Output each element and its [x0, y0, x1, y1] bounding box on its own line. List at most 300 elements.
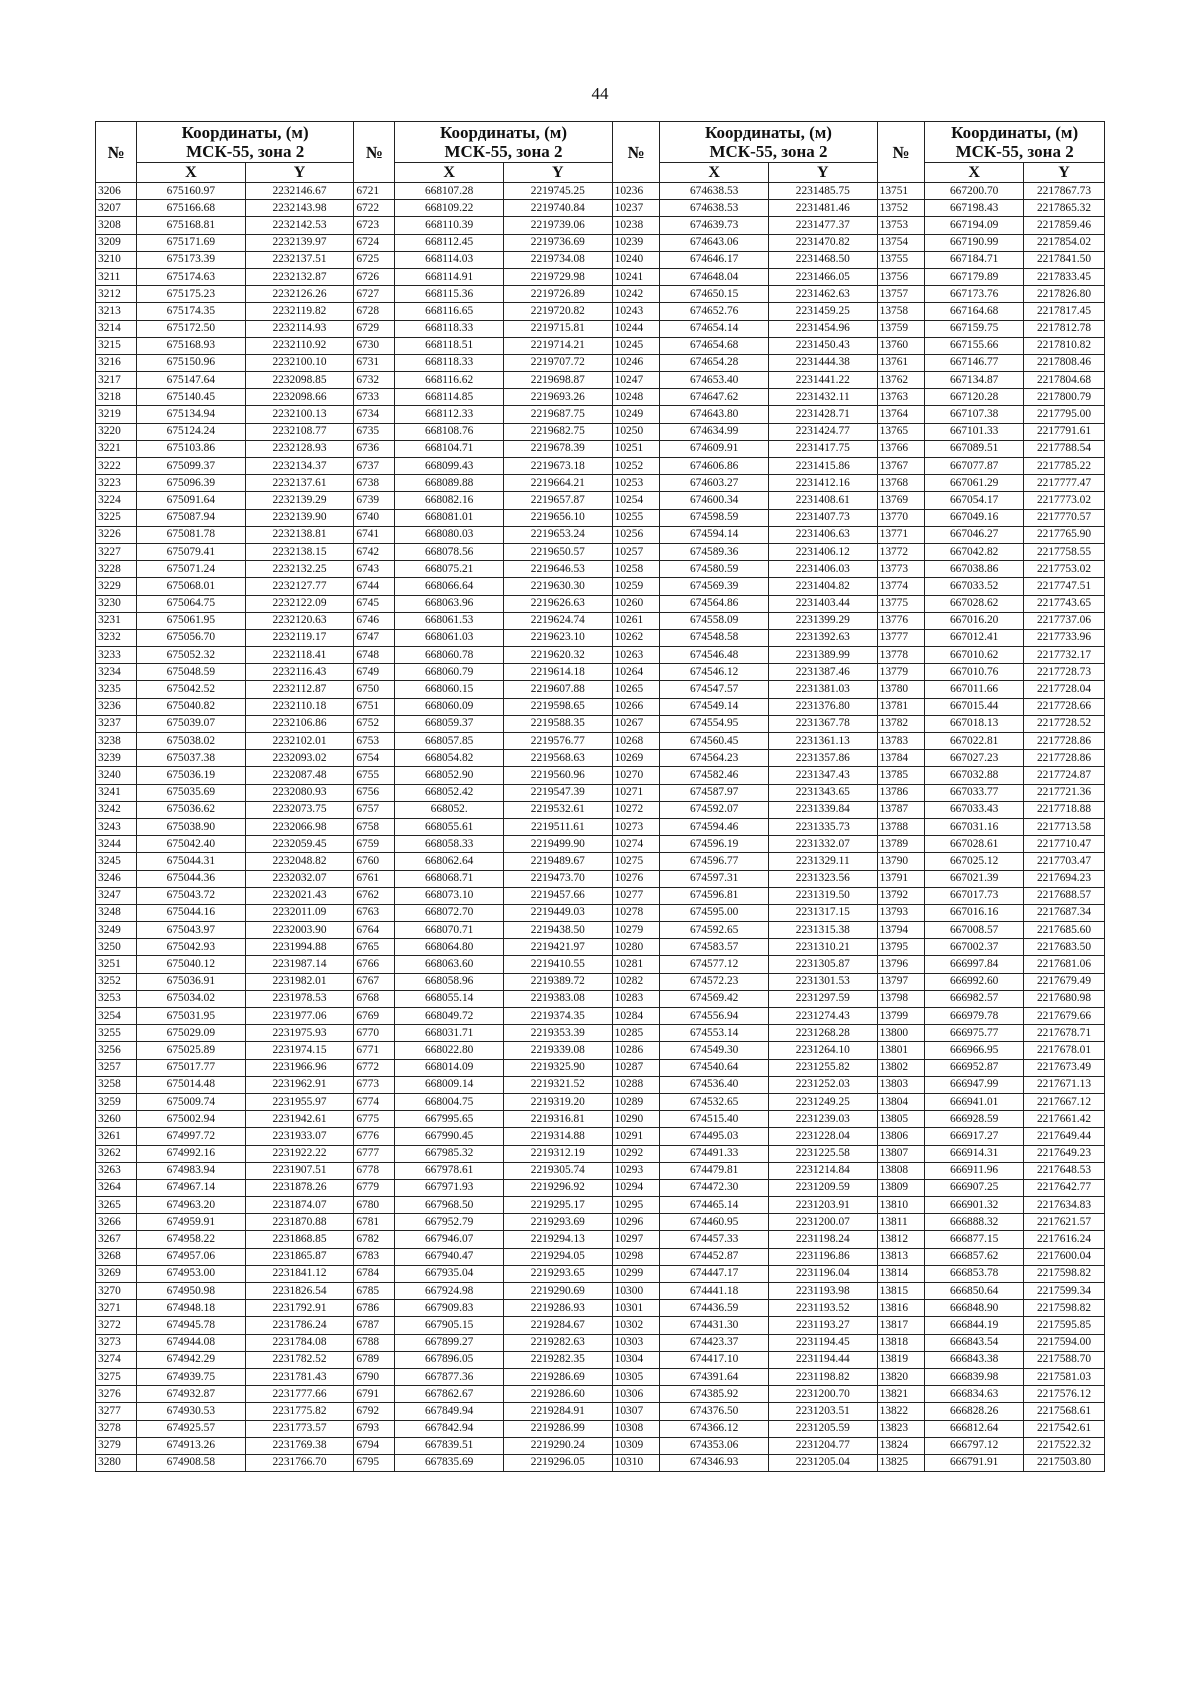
y-coordinate: 2232127.77 [245, 578, 354, 595]
table-row [96, 303, 1105, 320]
point-number: 6783 [354, 1248, 395, 1265]
x-coordinate: 667905.15 [395, 1317, 504, 1334]
table-row [96, 1265, 1105, 1282]
point-number: 3244 [96, 836, 137, 853]
point-number: 3233 [96, 647, 137, 664]
point-number: 6787 [354, 1317, 395, 1334]
table-row [96, 1317, 1105, 1334]
point-number: 13810 [877, 1197, 925, 1214]
y-coordinate: 2231955.97 [245, 1093, 354, 1110]
point-number: 10307 [612, 1403, 660, 1420]
x-coordinate: 675035.69 [137, 784, 246, 801]
x-coordinate: 674948.18 [137, 1300, 246, 1317]
x-coordinate: 674596.81 [660, 887, 769, 904]
y-coordinate: 2217683.50 [1023, 939, 1104, 956]
x-coordinate: 666812.64 [925, 1420, 1024, 1437]
y-coordinate: 2217770.57 [1023, 509, 1104, 526]
table-row [96, 904, 1105, 921]
point-number: 10273 [612, 818, 660, 835]
x-coordinate: 674554.95 [660, 715, 769, 732]
point-number: 3256 [96, 1042, 137, 1059]
y-coordinate: 2231264.10 [768, 1042, 877, 1059]
y-coordinate: 2219290.69 [504, 1283, 613, 1300]
point-number: 10239 [612, 234, 660, 251]
x-coordinate: 666992.60 [925, 973, 1024, 990]
y-coordinate: 2219457.66 [504, 887, 613, 904]
point-number: 6761 [354, 870, 395, 887]
x-coordinate: 668078.56 [395, 543, 504, 560]
table-row [96, 492, 1105, 509]
y-coordinate: 2231432.11 [768, 389, 877, 406]
table-row [96, 733, 1105, 750]
y-coordinate: 2217588.70 [1023, 1351, 1104, 1368]
x-coordinate: 667924.98 [395, 1283, 504, 1300]
x-coordinate: 674465.14 [660, 1197, 769, 1214]
x-coordinate: 668073.10 [395, 887, 504, 904]
x-coordinate: 674913.26 [137, 1437, 246, 1454]
y-coordinate: 2217810.82 [1023, 337, 1104, 354]
x-coordinate: 666911.96 [925, 1162, 1024, 1179]
y-coordinate: 2217568.61 [1023, 1403, 1104, 1420]
y-coordinate: 2231268.28 [768, 1025, 877, 1042]
point-number: 13787 [877, 801, 925, 818]
table-row [96, 268, 1105, 285]
table-row [96, 1145, 1105, 1162]
x-coordinate: 674997.72 [137, 1128, 246, 1145]
x-coordinate: 674423.37 [660, 1334, 769, 1351]
x-coordinate: 667016.20 [925, 612, 1024, 629]
x-coordinate: 675031.95 [137, 1008, 246, 1025]
point-number: 3246 [96, 870, 137, 887]
table-row [96, 1162, 1105, 1179]
y-coordinate: 2219293.69 [504, 1214, 613, 1231]
point-number: 10241 [612, 268, 660, 285]
x-coordinate: 668118.33 [395, 354, 504, 371]
y-coordinate: 2231323.56 [768, 870, 877, 887]
point-number: 13803 [877, 1076, 925, 1093]
point-number: 10253 [612, 475, 660, 492]
y-coordinate: 2217621.57 [1023, 1214, 1104, 1231]
y-coordinate: 2231357.86 [768, 750, 877, 767]
y-coordinate: 2232143.98 [245, 200, 354, 217]
x-coordinate: 675002.94 [137, 1111, 246, 1128]
x-coordinate: 667990.45 [395, 1128, 504, 1145]
table-row [96, 183, 1105, 200]
x-coordinate: 674577.12 [660, 956, 769, 973]
x-coordinate: 668116.62 [395, 372, 504, 389]
y-coordinate: 2231792.91 [245, 1300, 354, 1317]
y-coordinate: 2231424.77 [768, 423, 877, 440]
x-coordinate: 674353.06 [660, 1437, 769, 1454]
x-coordinate: 666791.91 [925, 1454, 1024, 1471]
x-coordinate: 674572.23 [660, 973, 769, 990]
x-coordinate: 667935.04 [395, 1265, 504, 1282]
point-number: 10271 [612, 784, 660, 801]
y-coordinate: 2231376.80 [768, 698, 877, 715]
x-coordinate: 674939.75 [137, 1368, 246, 1385]
y-coordinate: 2217679.66 [1023, 1008, 1104, 1025]
x-coordinate: 674549.30 [660, 1042, 769, 1059]
x-coordinate: 667010.62 [925, 647, 1024, 664]
point-number: 3279 [96, 1437, 137, 1454]
point-number: 13771 [877, 526, 925, 543]
point-number: 6795 [354, 1454, 395, 1471]
x-coordinate: 667015.44 [925, 698, 1024, 715]
table-row [96, 561, 1105, 578]
point-number: 10269 [612, 750, 660, 767]
y-coordinate: 2231942.61 [245, 1111, 354, 1128]
point-number: 3225 [96, 509, 137, 526]
point-number: 10292 [612, 1145, 660, 1162]
point-number: 13821 [877, 1386, 925, 1403]
point-number: 6786 [354, 1300, 395, 1317]
y-coordinate: 2231406.03 [768, 561, 877, 578]
y-coordinate: 2231252.03 [768, 1076, 877, 1093]
x-coordinate: 674634.99 [660, 423, 769, 440]
point-number: 3220 [96, 423, 137, 440]
y-coordinate: 2232119.82 [245, 303, 354, 320]
x-coordinate: 675134.94 [137, 406, 246, 423]
point-number: 6790 [354, 1368, 395, 1385]
point-number: 10248 [612, 389, 660, 406]
x-coordinate: 675038.02 [137, 733, 246, 750]
point-number: 10281 [612, 956, 660, 973]
x-coordinate: 668054.82 [395, 750, 504, 767]
table-row [96, 595, 1105, 612]
point-number: 13796 [877, 956, 925, 973]
x-coordinate: 675044.36 [137, 870, 246, 887]
x-coordinate: 667862.67 [395, 1386, 504, 1403]
point-number: 3269 [96, 1265, 137, 1282]
point-number: 10278 [612, 904, 660, 921]
point-number: 10270 [612, 767, 660, 784]
x-coordinate: 667159.75 [925, 320, 1024, 337]
y-coordinate: 2217679.49 [1023, 973, 1104, 990]
point-number: 6779 [354, 1179, 395, 1196]
point-number: 6785 [354, 1283, 395, 1300]
point-number: 13765 [877, 423, 925, 440]
y-coordinate: 2217773.02 [1023, 492, 1104, 509]
table-row [96, 1351, 1105, 1368]
x-coordinate: 667194.09 [925, 217, 1024, 234]
point-number: 10305 [612, 1368, 660, 1385]
x-coordinate: 674560.45 [660, 733, 769, 750]
point-number: 10272 [612, 801, 660, 818]
table-row [96, 629, 1105, 646]
point-number: 6732 [354, 372, 395, 389]
y-coordinate: 2217777.47 [1023, 475, 1104, 492]
point-number: 13764 [877, 406, 925, 423]
point-number: 10277 [612, 887, 660, 904]
x-coordinate: 666975.77 [925, 1025, 1024, 1042]
point-number: 13817 [877, 1317, 925, 1334]
y-coordinate: 2231317.15 [768, 904, 877, 921]
y-coordinate: 2232126.26 [245, 286, 354, 303]
y-coordinate: 2219294.05 [504, 1248, 613, 1265]
point-number: 6727 [354, 286, 395, 303]
y-coordinate: 2231441.22 [768, 372, 877, 389]
x-coordinate: 668108.76 [395, 423, 504, 440]
x-coordinate: 675174.63 [137, 268, 246, 285]
y-coordinate: 2231417.75 [768, 440, 877, 457]
point-number: 13825 [877, 1454, 925, 1471]
x-coordinate: 667968.50 [395, 1197, 504, 1214]
y-coordinate: 2231339.84 [768, 801, 877, 818]
table-row [96, 1179, 1105, 1196]
point-number: 3241 [96, 784, 137, 801]
y-coordinate: 2231994.88 [245, 939, 354, 956]
point-number: 10306 [612, 1386, 660, 1403]
x-coordinate: 675042.52 [137, 681, 246, 698]
table-row [96, 1334, 1105, 1351]
point-number: 10244 [612, 320, 660, 337]
table-row [96, 784, 1105, 801]
point-number: 10255 [612, 509, 660, 526]
y-coordinate: 2231444.38 [768, 354, 877, 371]
y-coordinate: 2219614.18 [504, 664, 613, 681]
point-number: 10284 [612, 1008, 660, 1025]
y-coordinate: 2217765.90 [1023, 526, 1104, 543]
x-coordinate: 674596.77 [660, 853, 769, 870]
y-coordinate: 2231428.71 [768, 406, 877, 423]
x-coordinate: 675044.16 [137, 904, 246, 921]
table-row [96, 853, 1105, 870]
y-coordinate: 2231225.58 [768, 1145, 877, 1162]
point-number: 6759 [354, 836, 395, 853]
x-coordinate: 668072.70 [395, 904, 504, 921]
x-coordinate: 674646.17 [660, 251, 769, 268]
y-coordinate: 2232138.15 [245, 543, 354, 560]
point-number: 6789 [354, 1351, 395, 1368]
x-coordinate: 674532.65 [660, 1093, 769, 1110]
point-number: 6763 [354, 904, 395, 921]
x-coordinate: 667107.38 [925, 406, 1024, 423]
x-coordinate: 674457.33 [660, 1231, 769, 1248]
y-coordinate: 2217642.77 [1023, 1179, 1104, 1196]
y-coordinate: 2217713.58 [1023, 818, 1104, 835]
y-coordinate: 2231766.70 [245, 1454, 354, 1471]
y-coordinate: 2217594.00 [1023, 1334, 1104, 1351]
point-number: 3229 [96, 578, 137, 595]
y-coordinate: 2232073.75 [245, 801, 354, 818]
y-coordinate: 2219489.67 [504, 853, 613, 870]
x-coordinate: 674609.91 [660, 440, 769, 457]
x-coordinate: 667101.33 [925, 423, 1024, 440]
point-number: 13768 [877, 475, 925, 492]
point-number: 13784 [877, 750, 925, 767]
point-number: 6767 [354, 973, 395, 990]
point-number: 6755 [354, 767, 395, 784]
y-coordinate: 2217522.32 [1023, 1437, 1104, 1454]
y-coordinate: 2219293.65 [504, 1265, 613, 1282]
x-coordinate: 675091.64 [137, 492, 246, 509]
x-coordinate: 667155.66 [925, 337, 1024, 354]
point-number: 3247 [96, 887, 137, 904]
x-coordinate: 674472.30 [660, 1179, 769, 1196]
point-number: 10251 [612, 440, 660, 457]
y-coordinate: 2217826.80 [1023, 286, 1104, 303]
table-row [96, 990, 1105, 1007]
y-coordinate: 2219286.69 [504, 1368, 613, 1385]
point-number: 3277 [96, 1403, 137, 1420]
point-number: 13762 [877, 372, 925, 389]
point-number: 3223 [96, 475, 137, 492]
y-coordinate: 2231454.96 [768, 320, 877, 337]
x-coordinate: 667046.27 [925, 526, 1024, 543]
y-coordinate: 2232098.85 [245, 372, 354, 389]
point-number: 10294 [612, 1179, 660, 1196]
point-number: 13773 [877, 561, 925, 578]
point-number: 13775 [877, 595, 925, 612]
y-coordinate: 2231389.99 [768, 647, 877, 664]
y-coordinate: 2217785.22 [1023, 458, 1104, 475]
num-header: № [96, 122, 137, 183]
y-coordinate: 2231274.43 [768, 1008, 877, 1025]
x-coordinate: 667038.86 [925, 561, 1024, 578]
y-coordinate: 2217598.82 [1023, 1265, 1104, 1282]
point-number: 10279 [612, 922, 660, 939]
x-coordinate: 668112.45 [395, 234, 504, 251]
table-row [96, 1214, 1105, 1231]
x-coordinate: 667077.87 [925, 458, 1024, 475]
x-coordinate: 666901.32 [925, 1197, 1024, 1214]
point-number: 6736 [354, 440, 395, 457]
point-number: 3248 [96, 904, 137, 921]
point-number: 13791 [877, 870, 925, 887]
x-coordinate: 675071.24 [137, 561, 246, 578]
y-coordinate: 2231978.53 [245, 990, 354, 1007]
y-coordinate: 2232139.90 [245, 509, 354, 526]
y-coordinate: 2217758.55 [1023, 543, 1104, 560]
y-coordinate: 2219734.08 [504, 251, 613, 268]
x-coordinate: 674654.68 [660, 337, 769, 354]
point-number: 6733 [354, 389, 395, 406]
x-coordinate: 668063.60 [395, 956, 504, 973]
y-coordinate: 2217800.79 [1023, 389, 1104, 406]
x-coordinate: 674945.78 [137, 1317, 246, 1334]
x-coordinate: 668060.09 [395, 698, 504, 715]
point-number: 10297 [612, 1231, 660, 1248]
y-coordinate: 2219693.26 [504, 389, 613, 406]
y-coordinate: 2217634.83 [1023, 1197, 1104, 1214]
num-header: № [877, 122, 925, 183]
y-coordinate: 2232137.61 [245, 475, 354, 492]
table-row [96, 440, 1105, 457]
x-coordinate: 668061.03 [395, 629, 504, 646]
y-coordinate: 2232128.93 [245, 440, 354, 457]
x-coordinate: 668052.42 [395, 784, 504, 801]
point-number: 3219 [96, 406, 137, 423]
y-coordinate: 2231200.70 [768, 1386, 877, 1403]
table-row [96, 234, 1105, 251]
point-number: 6754 [354, 750, 395, 767]
point-number: 13755 [877, 251, 925, 268]
x-coordinate: 668075.21 [395, 561, 504, 578]
x-coordinate: 668058.96 [395, 973, 504, 990]
y-coordinate: 2219630.30 [504, 578, 613, 595]
point-number: 13814 [877, 1265, 925, 1282]
point-number: 3234 [96, 664, 137, 681]
x-coordinate: 674582.46 [660, 767, 769, 784]
point-number: 13818 [877, 1334, 925, 1351]
table-row [96, 750, 1105, 767]
point-number: 13792 [877, 887, 925, 904]
x-coordinate: 674391.64 [660, 1368, 769, 1385]
x-coordinate: 675034.02 [137, 990, 246, 1007]
x-coordinate: 675171.69 [137, 234, 246, 251]
y-coordinate: 2232116.43 [245, 664, 354, 681]
y-coordinate: 2217681.06 [1023, 956, 1104, 973]
y-coordinate: 2217724.87 [1023, 767, 1104, 784]
table-row [96, 543, 1105, 560]
x-coordinate: 666834.63 [925, 1386, 1024, 1403]
x-coordinate: 674595.00 [660, 904, 769, 921]
y-coordinate: 2219383.08 [504, 990, 613, 1007]
y-coordinate: 2217732.17 [1023, 647, 1104, 664]
point-number: 10268 [612, 733, 660, 750]
x-coordinate: 667042.82 [925, 543, 1024, 560]
y-coordinate: 2217600.04 [1023, 1248, 1104, 1265]
x-coordinate: 674930.53 [137, 1403, 246, 1420]
x-coordinate: 666843.38 [925, 1351, 1024, 1368]
x-coordinate: 674647.62 [660, 389, 769, 406]
y-coordinate: 2219588.35 [504, 715, 613, 732]
x-coordinate: 674959.91 [137, 1214, 246, 1231]
table-row [96, 1008, 1105, 1025]
y-coordinate: 2219473.70 [504, 870, 613, 887]
y-coordinate: 2219284.91 [504, 1403, 613, 1420]
y-coordinate: 2219745.25 [504, 183, 613, 200]
x-coordinate: 675064.75 [137, 595, 246, 612]
x-coordinate: 674495.03 [660, 1128, 769, 1145]
x-coordinate: 667011.66 [925, 681, 1024, 698]
y-coordinate: 2232142.53 [245, 217, 354, 234]
y-coordinate: 2219656.10 [504, 509, 613, 526]
point-number: 6766 [354, 956, 395, 973]
point-number: 3270 [96, 1283, 137, 1300]
table-row [96, 1093, 1105, 1110]
x-coordinate: 674963.20 [137, 1197, 246, 1214]
x-coordinate: 666966.95 [925, 1042, 1024, 1059]
y-coordinate: 2231466.05 [768, 268, 877, 285]
point-number: 3215 [96, 337, 137, 354]
point-number: 13794 [877, 922, 925, 939]
point-number: 10285 [612, 1025, 660, 1042]
point-number: 10247 [612, 372, 660, 389]
y-coordinate: 2219720.82 [504, 303, 613, 320]
x-coordinate: 674431.30 [660, 1317, 769, 1334]
y-coordinate: 2219698.87 [504, 372, 613, 389]
x-coordinate: 668089.88 [395, 475, 504, 492]
y-coordinate: 2231907.51 [245, 1162, 354, 1179]
x-coordinate: 667940.47 [395, 1248, 504, 1265]
table-header [96, 122, 1105, 183]
point-number: 13786 [877, 784, 925, 801]
table-row [96, 389, 1105, 406]
x-coordinate: 675039.07 [137, 715, 246, 732]
y-coordinate: 2232146.67 [245, 183, 354, 200]
x-coordinate: 675052.32 [137, 647, 246, 664]
y-coordinate: 2219449.03 [504, 904, 613, 921]
point-number: 3207 [96, 200, 137, 217]
point-number: 3254 [96, 1008, 137, 1025]
point-number: 3210 [96, 251, 137, 268]
x-coordinate: 674549.14 [660, 698, 769, 715]
y-coordinate: 2219646.53 [504, 561, 613, 578]
y-coordinate: 2219286.93 [504, 1300, 613, 1317]
point-number: 6773 [354, 1076, 395, 1093]
x-header: X [925, 163, 1024, 183]
